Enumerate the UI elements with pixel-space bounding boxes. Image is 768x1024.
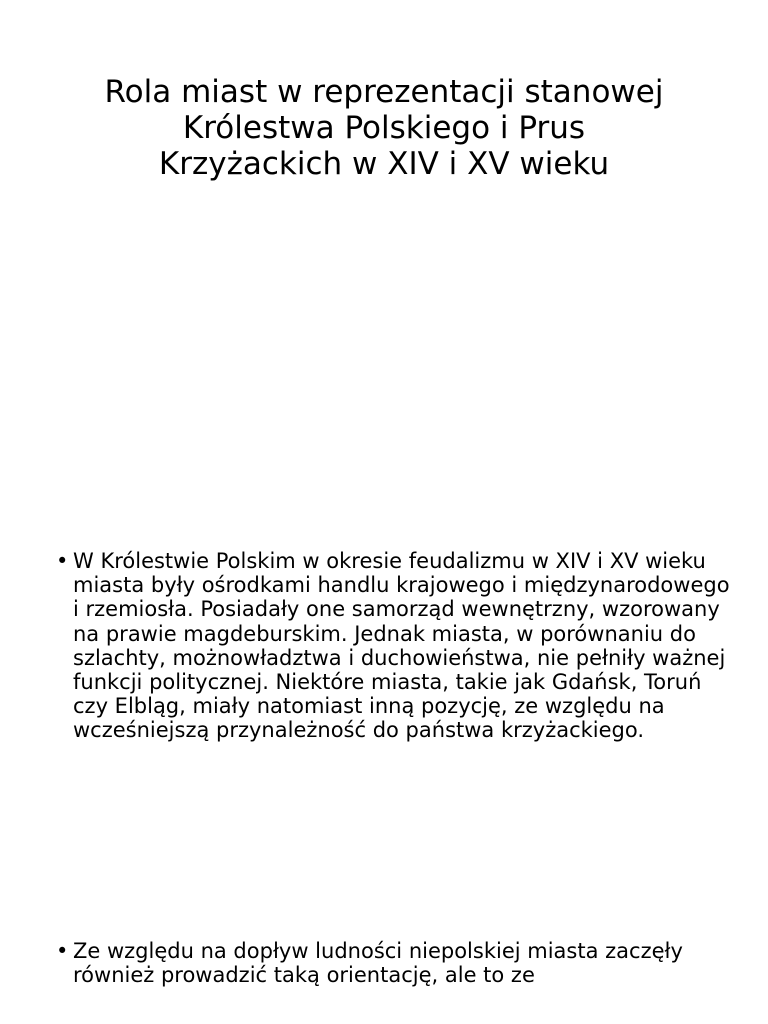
bullet-item-2 — [56, 939, 736, 987]
bullet-list — [56, 549, 736, 987]
slide-title: Rola miast w reprezentacji stanowej Królestwa Polskiego i Prus Krzyżackich w XIV i XV wieku — [104, 74, 664, 182]
bullet-text-2: Ze względu na dopływ ludności niepolskiej miasta zaczęły również prowadzić taką orientację, ale to ze — [73, 938, 683, 987]
bullet-item-1 — [56, 549, 736, 743]
bullet-dot-icon: • — [56, 938, 69, 963]
bullet-dot-icon: • — [56, 549, 69, 573]
bullet-text-1: W Królestwie Polskim w okresie feudalizmu w XIV i XV wieku miasta były ośrodkami handlu krajowego i międzynarodowego i rzemiosła. Posiadały one samorząd wewnętrzny, wzorowany na prawie magdeburskim. Jednak miasta, w porównaniu do szlachty, możnowładztwa i duchowieństwa, nie pełniły ważnej funkcji politycznej. Niektóre miasta, takie jak Gdańsk, Toruń czy Elbląg, miały natomiast inną pozycję, ze względu na wcześniejszą przynależność do państwa krzyżackiego. — [73, 549, 730, 743]
